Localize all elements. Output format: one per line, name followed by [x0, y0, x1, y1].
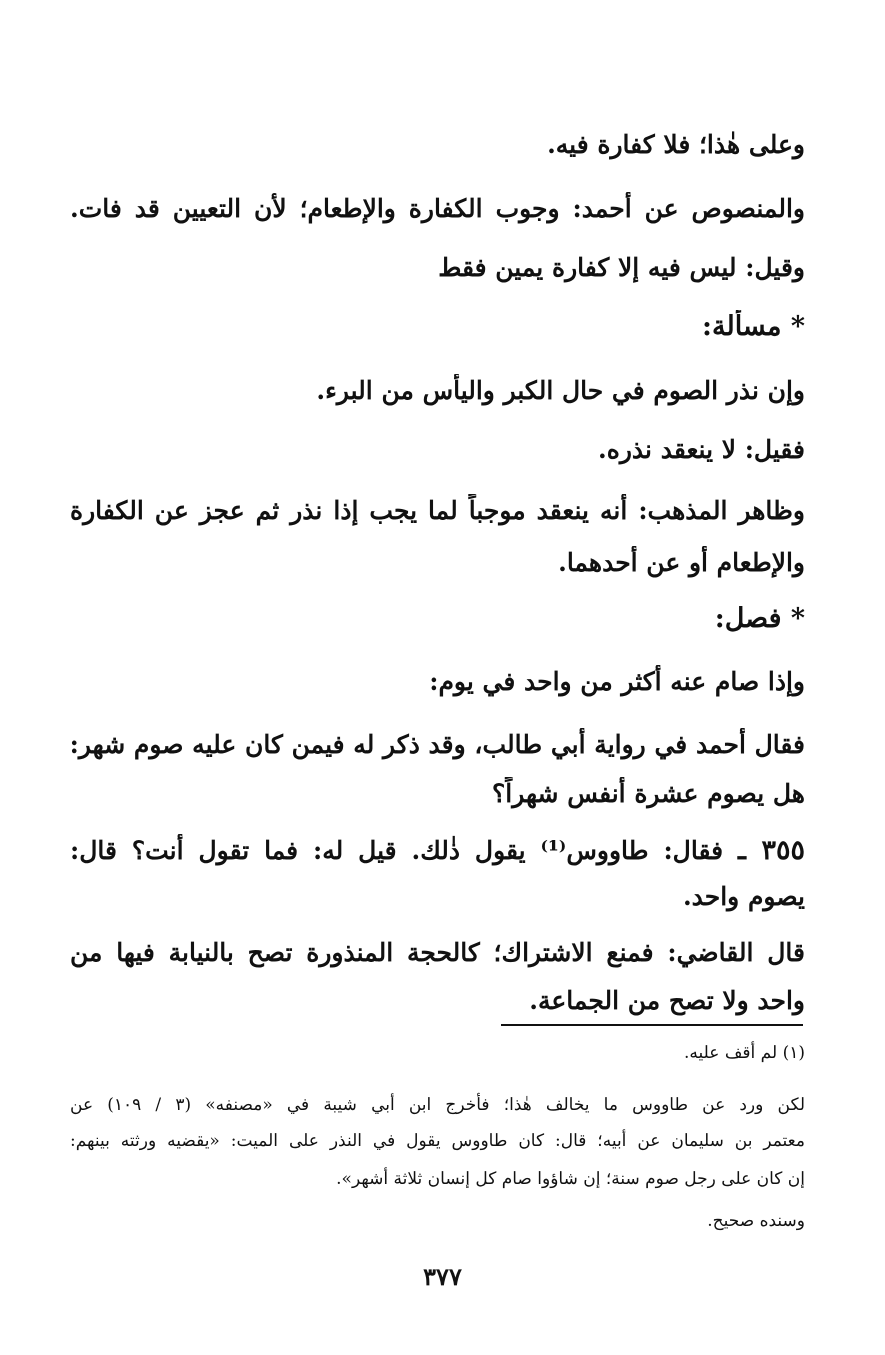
text-line — [70, 834, 805, 868]
line-text: ليس فيه إلا كفارة يمين فقط — [438, 253, 746, 282]
line-lead: فقيل: — [744, 435, 805, 464]
text-line: قال القاضي: فمنع الاشتراك؛ كالحجة المنذورة تصح بالنيابة فيها من — [70, 938, 805, 967]
text-line — [70, 494, 805, 528]
line-text: فقال: طاووس⁽¹⁾ يقول ذٰلك. قيل له: فما تقول أنت؟ قال: — [70, 836, 738, 865]
line-text: فلا كفارة فيه. — [547, 130, 699, 159]
footnote-line: وسنده صحيح. — [707, 1211, 805, 1231]
text-line: يصوم واحد. — [682, 882, 805, 911]
footnote-line: لكن ورد عن طاووس ما يخالف هٰذا؛ فأخرج ابن أبي شيبة في «مصنفه» (٣ / ١٠٩) عن — [70, 1095, 805, 1115]
text-line: واحد ولا تصح من الجماعة. — [529, 986, 805, 1015]
footnote-line: معتمر بن سليمان عن أبيه؛ قال: كان طاووس يقول في النذر على الميت: «يقضيه ورثته بينهم: — [70, 1131, 805, 1151]
line-text: أنه ينعقد موجباً لما يجب إذا نذر ثم عجز عن الكفارة — [70, 496, 639, 525]
section-heading-fasl: * فصل: — [714, 603, 805, 634]
line-text: لا ينعقد نذره. — [598, 435, 745, 464]
text-line — [70, 128, 805, 162]
section-heading-masala: * مسألة: — [702, 311, 805, 342]
text-line — [70, 433, 805, 467]
footnote-divider — [501, 1024, 803, 1026]
text-line: وإذا صام عنه أكثر من واحد في يوم: — [429, 667, 805, 696]
line-lead: وعلى هٰذا؛ — [698, 130, 805, 159]
footnote-line: إن كان على رجل صوم سنة؛ إن شاؤوا صام كل إنسان ثلاثة أشهر». — [336, 1169, 805, 1189]
text-line: والإطعام أو عن أحدهما. — [558, 548, 805, 577]
line-lead: وقيل: — [745, 253, 805, 282]
text-line: والمنصوص عن أحمد: وجوب الكفارة والإطعام؛ لأن التعيين قد فات. — [70, 194, 805, 223]
text-line: فقال أحمد في رواية أبي طالب، وقد ذكر له فيمن كان عليه صوم شهر: — [70, 730, 805, 759]
text-line — [70, 251, 805, 285]
text-line: وإن نذر الصوم في حال الكبر واليأس من البرء. — [316, 376, 805, 405]
hadith-number: ٣٥٥ ـ — [737, 835, 805, 866]
page-number: ٣٧٧ — [423, 1262, 462, 1291]
footnote-line: (١) لم أقف عليه. — [684, 1043, 805, 1063]
text-line: هل يصوم عشرة أنفس شهراً؟ — [492, 779, 805, 808]
line-lead: وظاهر المذهب: — [638, 496, 805, 525]
